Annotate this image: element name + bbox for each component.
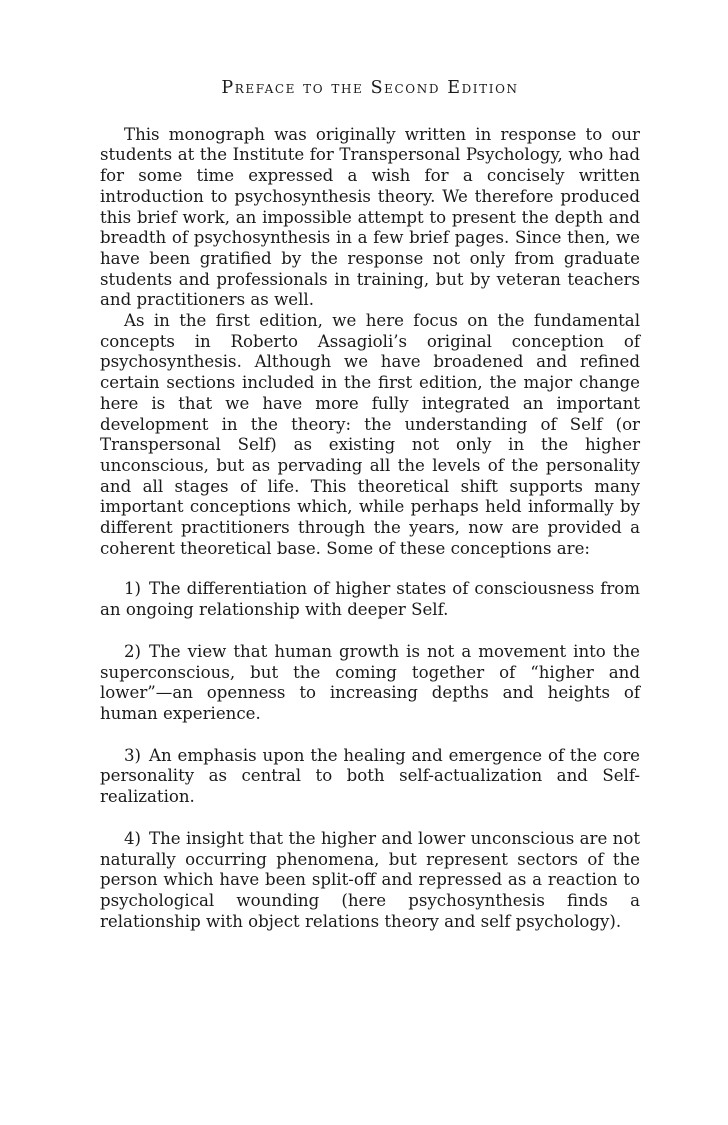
list-number: 2): [124, 641, 142, 661]
list-item-3: [100, 746, 640, 808]
list-number: 1): [124, 579, 142, 599]
paragraph-1: This monograph was originally written in response to our students at the Institute for Transpersonal Psychology, who had for some time expressed a wish for a concisely written introduction to psychosynthesis theory. We therefore produced this brief work, an impossible attempt to present the depth and breadth of psychosynthesis in a few brief pages. Since then, we have been gratified by the response not only from graduate students and professionals in training, but by veteran teachers and practitioners as well.: [100, 124, 640, 310]
list-text: The insight that the higher and lower unconscious are not naturally occurring phenomena, but represent sectors of the person which have been split-off and repressed as a reaction to psychological wounding (here psychosynthesis finds a relationship with object relations theory and self psychology).: [100, 828, 640, 931]
page-title: Preface to the Second Edition: [221, 78, 519, 98]
list-text: The differentiation of higher states of consciousness from an ongoing relationship with deeper Self.: [100, 579, 640, 620]
list-text: The view that human growth is not a movement into the superconscious, but the coming together of “higher and lower”—an openness to increasing depths and heights of human experience.: [100, 641, 640, 723]
list-text: An emphasis upon the healing and emergence of the core personality as central to both self-actualization and Self-realization.: [100, 745, 640, 807]
page-body: [100, 78, 640, 932]
list-item-1: [100, 579, 640, 620]
list-item-4: [100, 829, 640, 933]
paragraph-2: As in the first edition, we here focus on the fundamental concepts in Roberto Assagioli’s original conception of psychosynthesis. Although we have broadened and refined certain sections included in the first edition, the major change here is that we have more fully integrated an important development in the theory: the understanding of Self (or Transpersonal Self) as existing not only in the higher unconscious, but as pervading all the levels of the personality and all stages of life. This theoretical shift supports many important conceptions which, while perhaps held informally by different practitioners through the years, now are provided a coherent theoretical base. Some of these conceptions are:: [100, 311, 640, 558]
list-number: 4): [124, 828, 142, 848]
list-number: 3): [124, 745, 142, 765]
list-item-2: [100, 642, 640, 725]
